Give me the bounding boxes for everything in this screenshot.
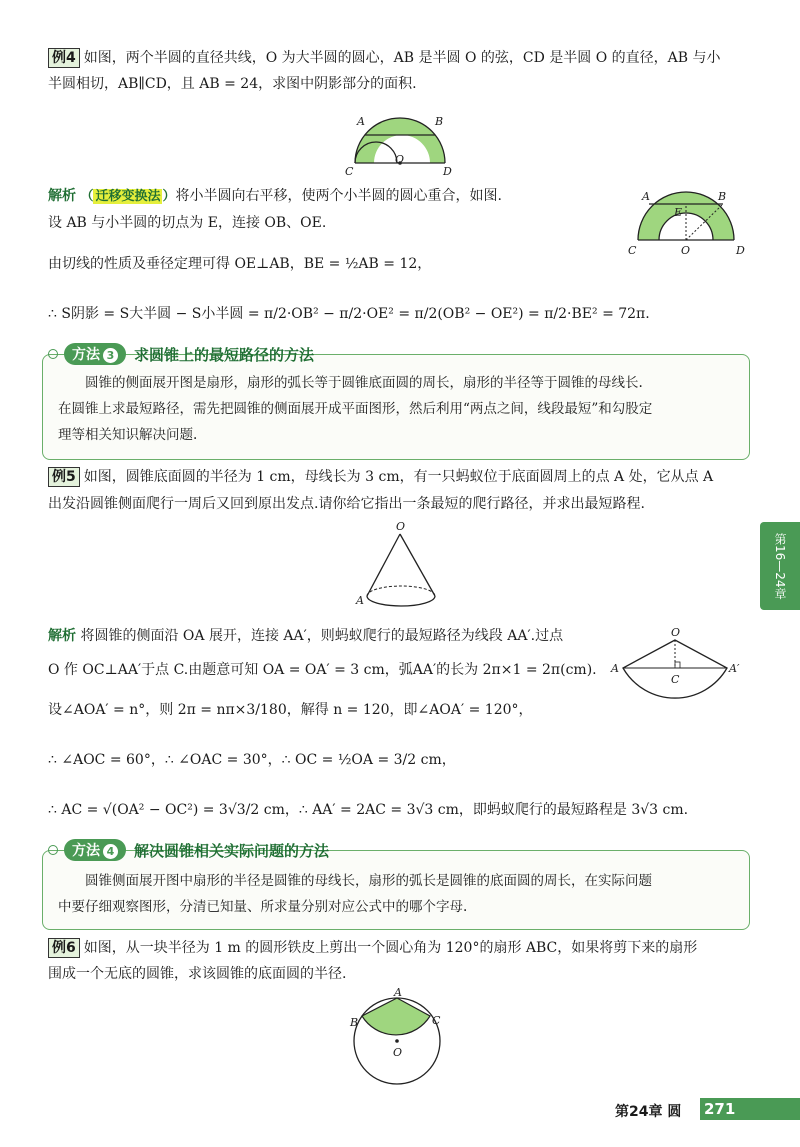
- method3-number: 3: [103, 348, 118, 363]
- ex4-label-c: C: [345, 165, 354, 178]
- chapter-side-tab: 第16—24章: [760, 522, 800, 610]
- method4-title: 解决圆锥相关实际问题的方法: [134, 841, 330, 860]
- ex4-paren-open: （: [80, 189, 94, 204]
- method3-text: [58, 370, 738, 396]
- method3-title: 求圆锥上的最短路径的方法: [134, 345, 315, 364]
- ex4-line2: 半圆相切，AB∥CD，且 AB = 24，求图中阴影部分的面积.: [48, 76, 417, 92]
- ex5-analysis-label: 解析: [48, 628, 76, 644]
- method3-badge: [64, 343, 126, 365]
- ex4-analysis-text1: 将小半圆向右平移，使两个小半圆的圆心重合，如图.: [175, 188, 502, 204]
- ex4-sol-label-c: C: [628, 244, 637, 257]
- ex5-analysis-line4: ∴ ∠AOC = 60°，∴ ∠OAC = 30°，∴ OC = ½OA = 3/2 cm，: [48, 752, 456, 768]
- method3-text-line1: 圆锥的侧面展开图是扇形，扇形的弧长等于圆锥底面圆的周长，扇形的半径等于圆锥的母线长.: [85, 375, 643, 391]
- ex4-line1: [48, 48, 721, 68]
- ex4-analysis-line4: ∴ S阴影 = S大半圆 − S小半圆 = π/2·OB² − π/2·OE² = π/2(OB² − OE²) = π/2·BE² = 72π.: [48, 306, 650, 322]
- ex4-label-o: O: [395, 153, 405, 166]
- ex6-label-o: O: [393, 1046, 403, 1059]
- ex5-sector-label-a: A: [611, 662, 619, 675]
- ex5-analysis-line5: ∴ AC = √(OA² − OC²) = 3√3/2 cm，∴ AA′ = 2AC = 3√3 cm，即蚂蚁爬行的最短路程是 3√3 cm.: [48, 802, 689, 818]
- ex5-cone-left: [367, 534, 400, 596]
- ex5-analysis-line2: O 作 OC⊥AA′于点 C.由题意可知 OA = OA′ = 3 cm，弧AA′的长为 2π×1 = 2π(cm).: [48, 662, 597, 678]
- ex5-line1: [48, 467, 713, 487]
- ex6-label-b: B: [350, 1016, 359, 1029]
- ex4-solution-figure: [618, 180, 758, 260]
- ex6-tag: 例6: [48, 938, 80, 958]
- method3-text-line2: 在圆锥上求最短路径，需先把圆锥的侧面展开成平面图形，然后利用“两点之间，线段最短”和勾股定: [58, 401, 653, 417]
- method4-badge-text: 方法: [72, 843, 100, 859]
- ex4-analysis-label: 解析: [48, 188, 76, 204]
- footer-chapter: 第24章 圆: [615, 1104, 682, 1120]
- method4-panel: [42, 838, 750, 930]
- method3-text-line3: 理等相关知识解决问题.: [58, 427, 198, 443]
- ex5-text1: 如图，圆锥底面圆的半径为 1 cm，母线长为 3 cm，有一只蚂蚁位于底面圆周上的点 A 处，它从点 A: [83, 469, 714, 485]
- method3-dot-icon: [48, 349, 58, 359]
- ex6-label-c: C: [432, 1014, 441, 1027]
- ex5-analysis-line3: 设∠AOA′ = n°，则 2π = nπ×3/180，解得 n = 120，即∠AOA′ = 120°，: [48, 702, 533, 718]
- ex5-sector-figure: [605, 625, 745, 705]
- ex4-label-d: D: [443, 165, 452, 178]
- ex4-text1: 如图，两个半圆的直径共线，O 为大半圆的圆心，AB 是半圆 O 的弦，CD 是半圆 O 的直径，AB 与小: [83, 50, 721, 66]
- ex4-sol-label-e: E: [674, 206, 683, 219]
- ex6-sector: [362, 998, 430, 1035]
- ex6-label-a: A: [394, 986, 402, 999]
- ex6-circle-figure: [342, 986, 452, 1086]
- ex4-label-b: B: [435, 115, 444, 128]
- method4-number: 4: [103, 844, 118, 859]
- method3-badge-text: 方法: [72, 347, 100, 363]
- ex5-sector-label-c: C: [671, 673, 680, 686]
- ex5-right-angle-mark: [675, 662, 680, 668]
- ex5-base-front: [367, 596, 435, 606]
- ex4-analysis-line3: 由切线的性质及垂径定理可得 OE⊥AB，BE = ½AB = 12，: [48, 256, 432, 272]
- ex4-method-highlight: 迁移变换法: [95, 189, 161, 204]
- ex4-sol-label-a: A: [642, 190, 650, 203]
- ex5-sector-label-a2: A′: [729, 662, 740, 675]
- ex5-cone-right: [400, 534, 435, 596]
- ex5-line2: 出发沿圆锥侧面爬行一周后又回到原出发点.请你给它指出一条最短的爬行路径，并求出最短路程.: [48, 496, 645, 512]
- method4-badge: [64, 839, 126, 861]
- page-number-bar: [700, 1098, 800, 1120]
- ex4-sol-label-o: O: [681, 244, 691, 257]
- ex6-line2: 围成一个无底的圆锥，求该圆锥的底面圆的半径.: [48, 966, 347, 982]
- method4-text-line2: 中要仔细观察图形，分清已知量、所求量分别对应公式中的哪个字母.: [58, 899, 468, 915]
- ex4-analysis-line2: 设 AB 与小半圆的切点为 E，连接 OB、OE.: [48, 215, 327, 231]
- method3-panel: [42, 342, 750, 460]
- ex5-cone-figure: [350, 520, 450, 620]
- method4-text-line1: 圆锥侧面展开图中扇形的半径是圆锥的母线长，扇形的弧长是圆锥的底面圆的周长，在实际问题: [85, 873, 652, 889]
- ex5-analysis-line1: [48, 626, 563, 646]
- ex5-analysis-text1: 将圆锥的侧面沿 OA 展开，连接 AA′，则蚂蚁爬行的最短路径为线段 AA′.过点: [80, 628, 564, 644]
- ex4-label-a: A: [357, 115, 365, 128]
- ex6-center-point: [395, 1039, 399, 1043]
- ex5-label-o: O: [396, 520, 406, 533]
- ex4-paren-close: ）: [162, 189, 176, 204]
- method4-dot-icon: [48, 845, 58, 855]
- ex5-base-back: [367, 586, 435, 596]
- ex4-tag: 例4: [48, 48, 80, 68]
- ex4-sol-label-d: D: [736, 244, 745, 257]
- ex4-analysis-line1: [48, 186, 502, 207]
- method3-header: [42, 342, 314, 366]
- ex5-tag: 例5: [48, 467, 80, 487]
- ex6-text1: 如图，从一块半径为 1 m 的圆形铁皮上剪出一个圆心角为 120°的扇形 ABC，如果将剪下来的扇形: [83, 940, 698, 956]
- ex5-sector-label-o: O: [671, 626, 681, 639]
- ex4-sol-label-b: B: [718, 190, 727, 203]
- ex4-figure: [335, 105, 465, 180]
- method4-header: [42, 838, 329, 862]
- ex5-label-a: A: [356, 594, 364, 607]
- page-number: 271: [704, 1100, 736, 1118]
- ex6-line1: [48, 938, 697, 958]
